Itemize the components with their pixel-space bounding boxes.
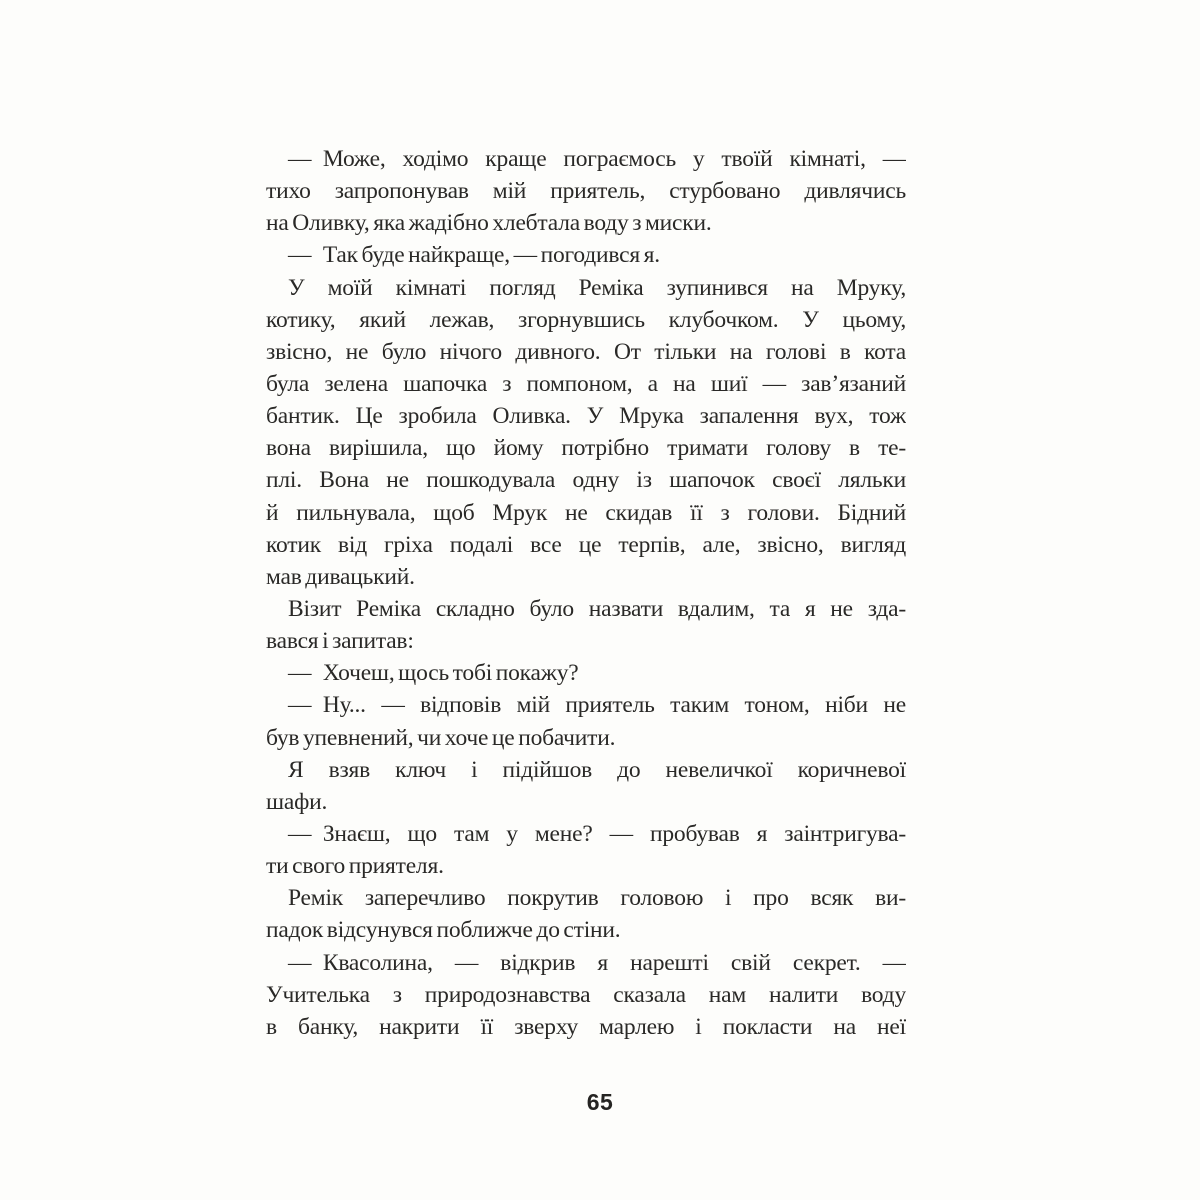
text-line: вона вирішила, що йому потрібно тримати голову в те- (266, 435, 906, 462)
text-line: в банку, накрити її зверху марлею і покласти на неї (266, 1013, 906, 1040)
text-line: плі. Вона не пошкодувала одну із шапочок своєї ляльки (266, 467, 906, 494)
page-text (266, 143, 906, 1043)
text-line: — Може, ходімо краще пограємось у твоїй кімнаті, — (288, 146, 906, 172)
text-line: вався і запитав: (266, 628, 414, 655)
text-line: був упевнений, чи хоче це побачити. (266, 724, 616, 751)
text-line: на Оливку, яка жадібно хлебтала воду з миски. (266, 210, 712, 237)
text-line: ти свого приятеля. (266, 853, 444, 880)
text-line: шафи. (266, 788, 328, 815)
text-line: Ремік заперечливо покрутив головою і про всяк ви- (288, 885, 906, 912)
text-line: — Квасолина, — відкрив я нарешті свій секрет. — (288, 949, 906, 976)
text-line: — Так буде найкраще, — погодився я. (288, 242, 660, 269)
text-line: звісно, не було нічого дивного. От тільки на голові в кота (266, 338, 906, 365)
text-line: — Хочеш, щось тобі покажу? (288, 660, 579, 687)
text-line: котику, який лежав, згорнувшись клубочком. У цьому, (266, 306, 906, 333)
text-line: була зелена шапочка з помпоном, а на шиї — зав’язаний (266, 370, 906, 397)
text-line: Я взяв ключ і підійшов до невеличкої коричневої (288, 756, 906, 783)
text-line: Візит Реміка складно було назвати вдалим, та я не зда- (288, 595, 906, 622)
text-line: тихо запропонував мій приятель, стурбовано дивлячись (266, 178, 906, 205)
text-line: й пильнувала, щоб Мрук не скидав її з голови. Бідний (266, 499, 906, 526)
text-line: падок відсунувся поближче до стіни. (266, 917, 621, 944)
text-line: — Ну... — відповів мій приятель таким тоном, ніби не (288, 692, 906, 719)
page-number: 65 (586, 1089, 614, 1115)
text-line: котик від гріха подалі все це терпів, але, звісно, вигляд (266, 531, 906, 558)
text-line: Учителька з природознавства сказала нам налити воду (266, 981, 906, 1008)
text-line: бантик. Це зробила Оливка. У Мрука запалення вух, тож (266, 403, 906, 430)
text-line: У моїй кімнаті погляд Реміка зупинився на Мруку, (288, 274, 906, 301)
text-line: мав дивацький. (266, 563, 415, 590)
text-line: — Знаєш, що там у мене? — пробував я заінтригува- (288, 820, 906, 847)
